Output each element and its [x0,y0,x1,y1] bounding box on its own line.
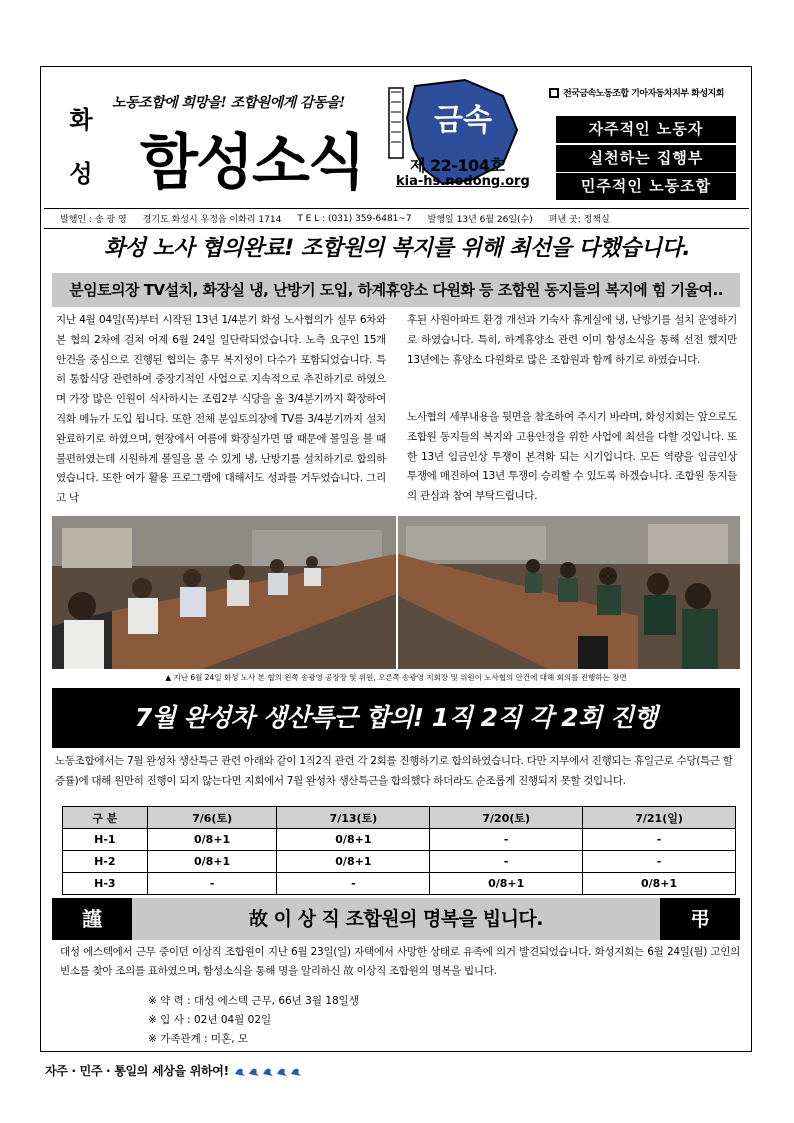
table-row [63,829,736,851]
editor: 펴낸 곳: 정책실 [548,215,610,225]
union-name: 전국금속노동조합 기아자동차지부 화성지회 [563,89,724,99]
info-joined: ※ 입 사 : 02년 04월 02일 [148,1014,272,1026]
overtime-schedule-table [62,806,736,895]
publish-date: 발행일 13년 6월 26일(수) [427,215,533,225]
table-cell: 0/8+1 [147,829,277,851]
table-header-cell: 7/21(일) [583,807,736,829]
table-cell: - [147,873,277,895]
article1-left-column: 지난 4월 04일(목)부터 시작된 13년 1/4분기 화성 노사협의가 실무 6차와 본 협의 2차에 걸쳐 어제 6월 24일 일단락되었습니다. 노측 요구인 15개 안건을 중심으로 진행된 협의는 총무 복지성이 다수가 포함되었습니다. 특히 통합식당 관련하여 중장기적인 사업으로 지속적으로 추진하기로 하였으며 가장 많은 인원이 식사하시는 조립2부 식당을 올 3/4분기까지 확장하여 직화 메뉴가 도입 됩니다. 또한 전체 분임토의장에 TV를 3/4분기까지 설치 완료하기로 하였으며, 현장에서 여름에 화장실가면 땀 때문에 볼일을 볼 때 불편하였는데 시원하게 볼일을 볼 수 있게 냉, 난방기를 설치하기로 합의하였습니다. 또한 여가 활용 프로그램에 대해서도 성과를 거두었습니다. 그리고 낙 [56,314,386,505]
motto-3: 민주적인 노동조합 [556,173,736,200]
table-cell: 0/8+1 [277,851,430,873]
table-cell: 0/8+1 [430,873,583,895]
side-char-1: 화 [69,106,93,134]
table-header-cell: 7/20(토) [430,807,583,829]
photo-caption: ▲ 지난 6월 24일 화성 노사 본 협의 왼쪽 송광영 공장장 및 위원, 오른쪽 송광영 지회장 및 위원이 노사협의 안건에 대해 회의를 진행하는 장면 [165,673,627,682]
deceased-info [148,992,359,1049]
table-header-cell: 7/6(토) [147,807,277,829]
table-cell: H-2 [63,851,148,873]
footer-slogan: 자주 · 민주 · 통일의 세상을 위하여! [45,1064,229,1078]
table-header-cell: 구 분 [63,807,148,829]
article1-right-column-1: 후된 사원아파트 환경 개선과 기숙사 휴게실에 냉, 난방기를 설치 운영하기로 하였습니다. 특히, 하계휴양소 관련 이미 함성소식을 통해 선전 했지만 13년에는 휴양소 다원화로 많은 조합원과 함께 하기로 하였습니다. [407,314,737,366]
article2-headline: 7월 완성차 생산특근 합의! 1직 2직 각 2회 진행 [52,688,740,748]
table-cell: - [430,851,583,873]
table-cell: - [430,829,583,851]
table-row [63,851,736,873]
table-cell: 0/8+1 [277,829,430,851]
union-emblem-icon [548,87,560,99]
condolence-paragraph: 대성 에스텍에서 근무 중이던 이상직 조합원이 지난 6월 23일(일) 자택에서 사망한 상태로 유족에 의거 발견되었습니다. 화성지회는 6월 24일(월) 고인의 빈소를 찾아 조의를 표하였으며, 함성소식을 통해 명을 알리하신 故 이상직 조합원의 명복을 빕니다. [60,946,740,977]
bird-decoration-icon [233,1064,303,1078]
info-family: ※ 가족관계 : 미혼, 모 [148,1033,249,1045]
logo-text: 금속 [434,103,492,138]
union-name-row [548,86,748,99]
table-cell: - [583,851,736,873]
meeting-photo-right [398,516,740,669]
condolence-left-char: 謹 [52,898,132,940]
table-cell: - [277,873,430,895]
motto-2: 실천하는 집행부 [556,145,736,172]
issue-number: 제 22-104호 [410,156,505,175]
table-row [63,873,736,895]
publisher: 발행인 : 송 광 영 [60,215,127,225]
table-header-cell: 7/13(토) [277,807,430,829]
motto-1: 자주적인 노동자 [556,116,736,143]
article1-headline: 화성 노사 협의완료! 조합원의 복지를 위해 최선을 다했습니다. [103,236,691,261]
condolence-right-char: 弔 [660,898,740,940]
table-cell: H-1 [63,829,148,851]
website-link[interactable]: kia-hs.nodong.org [396,174,530,189]
slogan: 노동조합에 희망을! 조합원에게 감동을! [112,95,345,111]
address: 경기도 화성시 우정읍 이화리 1714 [142,215,282,225]
article1-right-column-2: 노사협의 세부내용을 뒷면을 참조하여 주시기 바라며, 화성지회는 앞으로도 조합원 동지들의 복지와 고용안정을 위한 사업에 최선을 다할 것입니다. 또한 13년 임금인상 투쟁이 본격화 되는 시기입니다. 모든 역량을 임금인상 투쟁에 매진하여 13년 투쟁이 승리할 수 있도록 하겠습니다. 조합원 동지들의 관심과 참여 부탁드립니다. [407,411,737,503]
side-char-2: 성 [69,160,93,188]
table-cell: 0/8+1 [147,851,277,873]
table-cell: 0/8+1 [583,873,736,895]
newsletter-title: 함성소식 [140,128,364,198]
meeting-photo-left [52,516,396,669]
footer [45,1062,303,1079]
article1-subhead: 분임토의장 TV설치, 화장실 냉, 난방기 도입, 하계휴양소 다원화 등 조합원 동지들의 복지에 힘 기울여.. [52,273,740,307]
table-header-row [63,807,736,829]
table-cell: H-3 [63,873,148,895]
condolence-title: 故 이 상 직 조합원의 명복을 빕니다. [248,908,543,930]
publication-info-bar [44,208,749,229]
telephone: T E L : (031) 359-6481~7 [297,213,412,224]
article2-paragraph: 노동조합에서는 7월 완성차 생산특근 관련 아래와 같이 1직2직 관련 각 2회를 진행하기로 합의하였습니다. 다만 지부에서 진행되는 휴일근로 수당(특근 할증률)에 대해 원만히 진행이 되지 않는다면 지회에서 7월 완성차 생산특근을 합의했다 하더라도 순조롭게 진행되지 못할 것입니다. [55,755,733,787]
table-cell: - [583,829,736,851]
condolence-banner [52,898,740,940]
info-career: ※ 약 력 : 대성 에스텍 근무, 66년 3월 18일생 [148,995,359,1007]
